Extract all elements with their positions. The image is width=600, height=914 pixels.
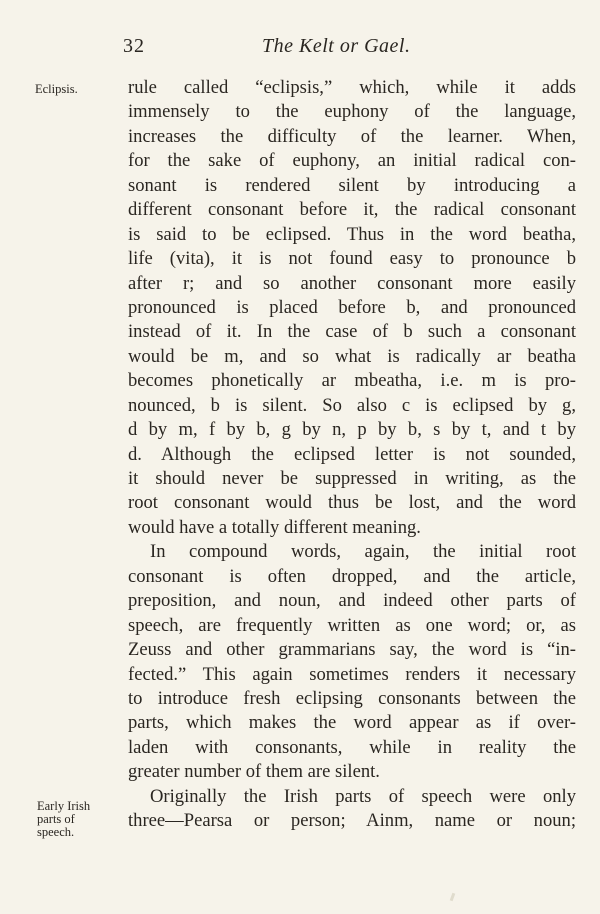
- text-line: nounced, b is silent. So also c is eclipsed by g,: [128, 394, 576, 416]
- paper-speck: [450, 893, 456, 902]
- text-line: to introduce fresh eclipsing consonants between the: [128, 687, 576, 709]
- text-line: would be m, and so what is radically ar beatha: [128, 345, 576, 367]
- text-line: for the sake of euphony, an initial radical con-: [128, 150, 576, 172]
- text-line: immensely to the euphony of the language,: [128, 101, 576, 123]
- text-line: Zeuss and other grammarians say, the word is “in-: [128, 639, 576, 661]
- text-line: three—Pearsa or person; Ainm, name or noun;: [128, 810, 576, 832]
- text-line: sonant is rendered silent by introducing a: [128, 174, 576, 196]
- text-line: after r; and so another consonant more easily: [128, 272, 576, 294]
- text-line: pronounced is placed before b, and pronounced: [128, 296, 576, 318]
- body-text: [128, 76, 576, 834]
- sidenote-early-irish: [37, 800, 90, 839]
- text-line: becomes phonetically ar mbeatha, i.e. m is pro-: [128, 370, 576, 392]
- text-line: d. Although the eclipsed letter is not sounded,: [128, 443, 576, 465]
- page-number: 32: [123, 35, 145, 57]
- text-line: preposition, and noun, and indeed other parts of: [128, 590, 576, 612]
- text-line: consonant is often dropped, and the article,: [128, 565, 576, 587]
- text-line: speech, are frequently written as one word; or, as: [128, 614, 576, 636]
- page-header: [0, 32, 600, 62]
- text-line: would have a totally different meaning.: [128, 516, 421, 538]
- text-line: different consonant before it, the radical consonant: [128, 199, 576, 221]
- sidenote-line: speech.: [37, 825, 75, 839]
- paragraph: [128, 540, 576, 784]
- text-line: life (vita), it is not found easy to pronounce b: [128, 248, 576, 270]
- sidenote-line: Eclipsis.: [35, 82, 78, 96]
- text-line: laden with consonants, while in reality the: [128, 736, 576, 758]
- text-line: fected.” This again sometimes renders it necessary: [128, 663, 576, 685]
- text-line: instead of it. In the case of b such a consonant: [128, 321, 576, 343]
- text-line: it should never be suppressed in writing, as the: [128, 468, 576, 489]
- text-line: increases the difficulty of the learner. When,: [128, 125, 576, 147]
- paragraph: [128, 76, 576, 540]
- text-line: Originally the Irish parts of speech were only: [150, 785, 576, 807]
- text-line: d by m, f by b, g by n, p by b, s by t, and t by: [128, 419, 576, 441]
- text-line: In compound words, again, the initial root: [150, 541, 576, 563]
- text-line: root consonant would thus be lost, and the word: [128, 492, 576, 514]
- sidenote-eclipsis: [35, 83, 78, 96]
- sidenote-line: parts of: [37, 812, 75, 826]
- running-title: The Kelt or Gael.: [262, 35, 411, 57]
- text-line: parts, which makes the word appear as if over-: [128, 712, 576, 734]
- text-line: is said to be eclipsed. Thus in the word beatha,: [128, 223, 576, 245]
- text-line: greater number of them are silent.: [128, 761, 380, 783]
- sidenote-line: Early Irish: [37, 799, 91, 813]
- paragraph: [128, 785, 576, 834]
- text-line: rule called “eclipsis,” which, while it adds: [128, 77, 576, 98]
